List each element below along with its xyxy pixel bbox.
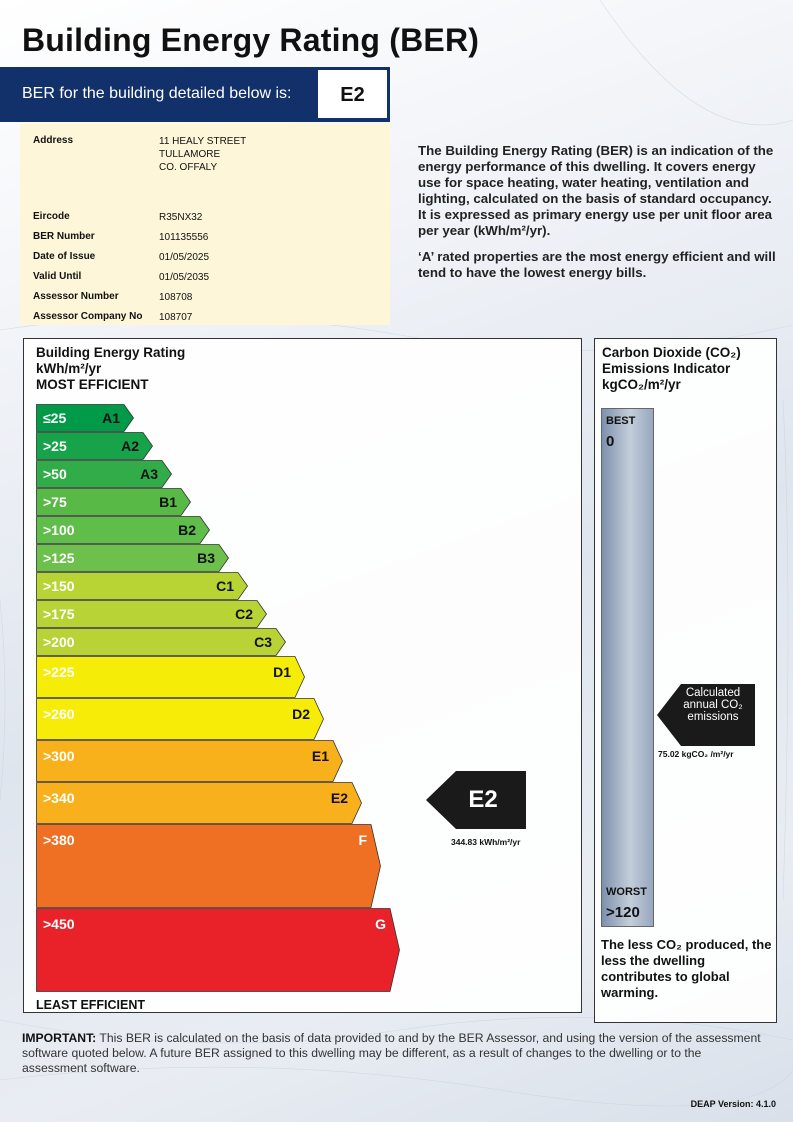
co2-indicator: [657, 684, 755, 751]
rating-indicator: [426, 771, 526, 834]
description-paragraph: ‘A’ rated properties are the most energy efficient and will tend to have the lowest energy bills.: [418, 249, 776, 280]
band-range-label: >175: [43, 606, 75, 622]
band-class-label: C3: [254, 634, 272, 650]
rating-band-shape: [36, 740, 343, 782]
worst-label: WORST: [606, 886, 647, 898]
chart-unit: kWh/m²/yr: [36, 361, 102, 376]
band-class-label: A1: [102, 410, 120, 426]
band-range-label: >150: [43, 578, 75, 594]
band-range-label: >25: [43, 438, 67, 454]
co2-subtitle: Emissions Indicator: [602, 361, 731, 376]
rating-band-e2: [36, 782, 362, 824]
building-details: [20, 124, 390, 325]
rating-indicator-value: E2: [468, 786, 498, 813]
ber-result-label: BER for the building detailed below is:: [22, 85, 292, 102]
band-range-label: >340: [43, 790, 75, 806]
co2-footnote: The less CO₂ produced, the less the dwelling contributes to global warming.: [601, 937, 772, 1000]
band-class-label: B1: [159, 494, 177, 510]
band-class-label: A3: [140, 466, 158, 482]
band-range-label: >125: [43, 550, 75, 566]
detail-value: 11 HEALY STREET TULLAMORE CO. OFFALY: [159, 136, 247, 173]
ber-description: [418, 143, 778, 291]
band-class-label: C2: [235, 606, 253, 622]
band-class-label: B2: [178, 522, 196, 538]
detail-label: Date of Issue: [33, 251, 96, 262]
detail-value: 101135556: [159, 232, 209, 243]
detail-label: Assessor Number: [33, 291, 119, 302]
ber-result-bar: [0, 67, 390, 122]
best-label: BEST: [606, 415, 636, 427]
rating-band-a1: [36, 404, 134, 432]
co2-value: 75.02 kgCO₂ /m²/yr: [658, 749, 734, 759]
co2-indicator-panel: [594, 338, 777, 1023]
rating-band-shape: [36, 908, 400, 992]
co2-heading: [602, 345, 741, 393]
co2-unit: kgCO₂/m²/yr: [602, 377, 681, 392]
important-text: This BER is calculated on the basis of data provided to and by the BER Assessor, and using the version of the assessment software quoted below. A future BER assigned to this dwelling may be different, as a result of changes to the dwelling or to the assessment software.: [22, 1031, 761, 1075]
band-class-label: B3: [197, 550, 215, 566]
description-paragraph: The Building Energy Rating (BER) is an indication of the energy performance of this dwelling. It covers energy use for space heating, water heating, ventilation and lighting, calculated on the basis of standard occupancy. It is expressed as primary energy use per unit floor area per year (kWh/m²/yr).: [418, 143, 774, 238]
rating-band-a2: [36, 432, 153, 460]
best-value: 0: [606, 433, 615, 450]
rating-band-b2: [36, 516, 210, 544]
band-range-label: >200: [43, 634, 75, 650]
co2-indicator-text: [675, 687, 751, 723]
co2-title: Carbon Dioxide (CO₂): [602, 345, 741, 360]
band-range-label: >450: [43, 916, 75, 932]
worst-value: >120: [606, 904, 640, 921]
ber-result-value: E2: [317, 69, 388, 119]
rating-band-shape: [36, 824, 381, 908]
detail-value: R35NX32: [159, 212, 203, 223]
co2-indicator-line: annual CO₂: [683, 699, 743, 711]
important-notice: [22, 1031, 762, 1076]
co2-indicator-line: Calculated: [685, 687, 741, 699]
band-range-label: >225: [43, 664, 75, 680]
band-range-label: ≤25: [43, 410, 67, 426]
deap-version: DEAP Version: 4.1.0: [690, 1099, 776, 1109]
rating-band-f: [36, 824, 381, 908]
detail-label: Assessor Company No: [33, 311, 143, 322]
rating-band-shape: [36, 782, 362, 824]
rating-band-c3: [36, 628, 286, 656]
rating-band-d1: [36, 656, 305, 698]
chart-heading: [36, 345, 185, 393]
rating-band-a3: [36, 460, 172, 488]
band-class-label: G: [375, 916, 386, 932]
band-class-label: D2: [292, 706, 310, 722]
rating-band-b3: [36, 544, 229, 572]
rating-band-e1: [36, 740, 343, 782]
detail-label: Address: [33, 135, 74, 146]
co2-scale-bar: [601, 408, 654, 927]
band-range-label: >300: [43, 748, 75, 764]
most-efficient-label: MOST EFFICIENT: [36, 377, 149, 392]
page-title: Building Energy Rating (BER): [22, 22, 480, 58]
band-range-label: >50: [43, 466, 67, 482]
rating-band-g: [36, 908, 400, 992]
band-range-label: >380: [43, 832, 75, 848]
rating-band-shape: [36, 656, 305, 698]
detail-value: 108708: [159, 292, 193, 303]
energy-value: 344.83 kWh/m²/yr: [451, 837, 521, 847]
energy-rating-chart: [23, 338, 582, 1013]
band-range-label: >100: [43, 522, 75, 538]
rating-band-b1: [36, 488, 191, 516]
band-class-label: C1: [216, 578, 234, 594]
band-range-label: >75: [43, 494, 67, 510]
rating-band-d2: [36, 698, 324, 740]
detail-label: Eircode: [33, 211, 70, 222]
chart-title: Building Energy Rating: [36, 345, 186, 360]
rating-band-c1: [36, 572, 248, 600]
band-class-label: A2: [121, 438, 139, 454]
band-class-label: E1: [311, 748, 329, 764]
band-class-label: D1: [273, 664, 291, 680]
detail-value: 108707: [159, 312, 193, 323]
least-efficient-label: LEAST EFFICIENT: [36, 998, 146, 1012]
detail-label: BER Number: [33, 231, 95, 242]
co2-indicator-line: emissions: [687, 711, 739, 723]
detail-label: Valid Until: [33, 271, 82, 282]
band-range-label: >260: [43, 706, 75, 722]
detail-value: 01/05/2035: [159, 272, 210, 283]
band-class-label: F: [358, 832, 367, 848]
band-class-label: E2: [330, 790, 348, 806]
rating-band-c2: [36, 600, 267, 628]
rating-band-shape: [36, 698, 324, 740]
important-label: IMPORTANT:: [22, 1031, 97, 1045]
detail-value: 01/05/2025: [159, 252, 210, 263]
